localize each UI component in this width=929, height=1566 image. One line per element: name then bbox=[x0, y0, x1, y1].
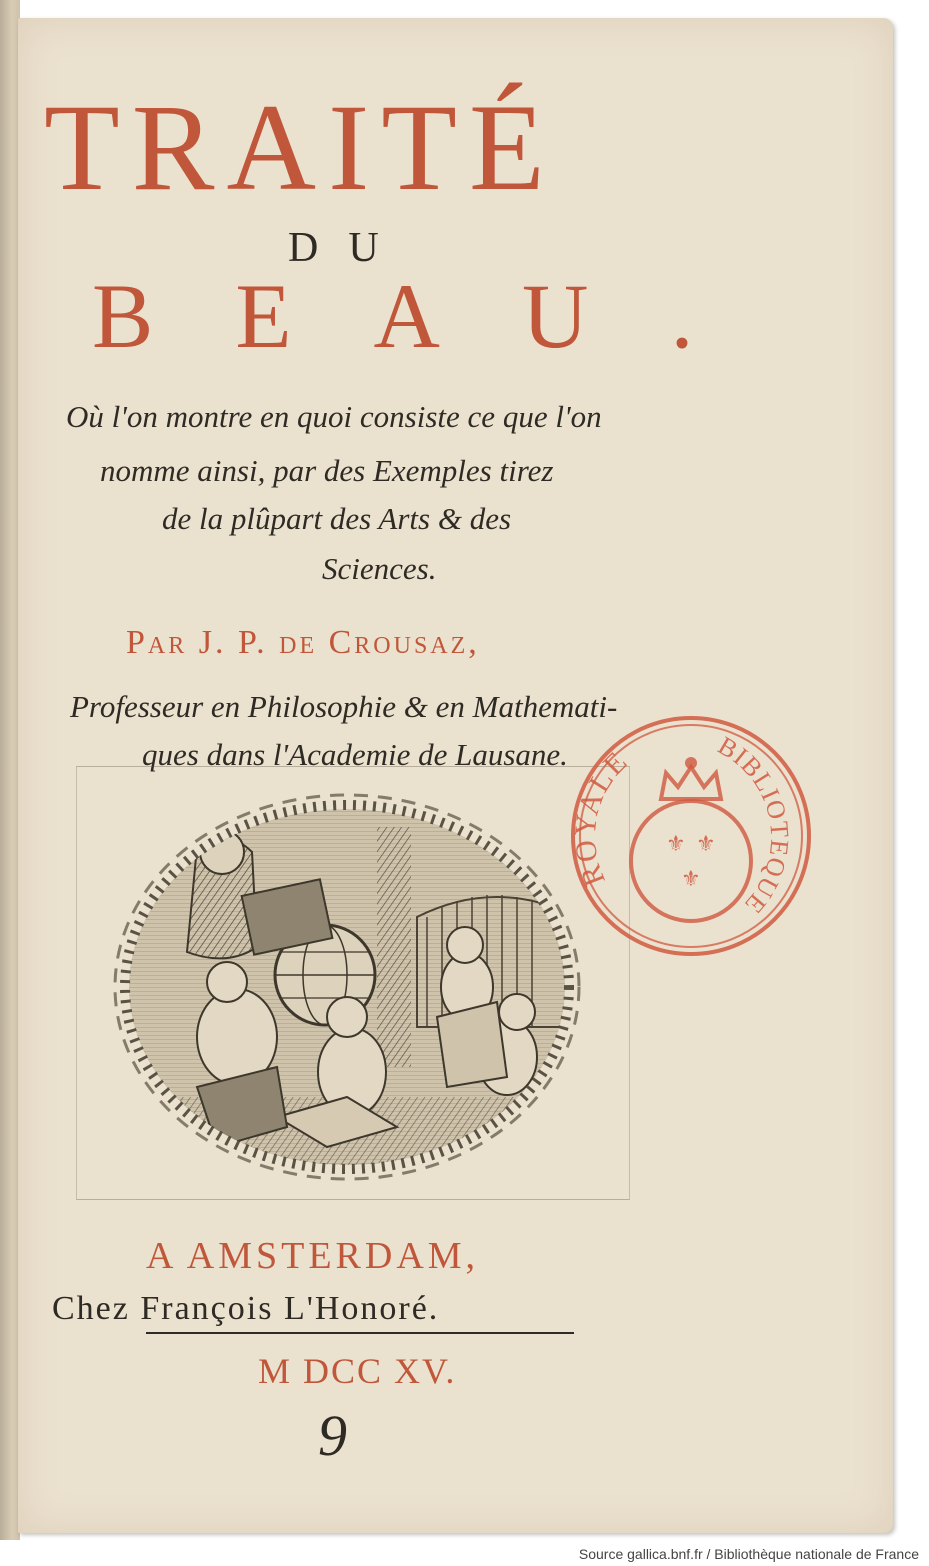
book-title-beau: BEAU. bbox=[92, 265, 776, 367]
subtitle-line-1: Où l'on montre en quoi consiste ce que l'on bbox=[66, 399, 602, 434]
author-title-line-2: ques dans l'Academie de Lausane. bbox=[142, 737, 568, 772]
imprint-year: M DCC XV. bbox=[258, 1351, 457, 1391]
author-title-line-1: Professeur en Philosophie & en Mathemati- bbox=[70, 689, 618, 724]
source-credit: Source gallica.bnf.fr / Bibliothèque nationale de France bbox=[578, 1546, 919, 1562]
subtitle-line-2: nomme ainsi, par des Exemples tirez bbox=[100, 453, 554, 488]
book-title: TRAITÉ bbox=[44, 79, 557, 216]
library-stamp bbox=[566, 711, 816, 961]
imprint-publisher: Chez François L'Honoré. bbox=[52, 1290, 440, 1327]
stamp-text-left: ROYALE bbox=[568, 744, 635, 891]
subtitle-line-4: Sciences. bbox=[322, 551, 437, 586]
book-gutter bbox=[0, 0, 20, 1540]
author-line: Par J. P. de Crousaz, bbox=[126, 624, 480, 661]
handwritten-shelfmark: 9 bbox=[318, 1403, 347, 1468]
frontispiece-engraving bbox=[76, 766, 630, 1200]
stamp-text-right: BIBLIOTEQUE bbox=[713, 730, 795, 920]
svg-text:ROYALE bbox=[568, 744, 634, 890]
subtitle-line-3: de la plûpart des Arts & des bbox=[162, 501, 512, 536]
engraving-illustration bbox=[77, 767, 629, 1199]
imprint-rule bbox=[146, 1332, 574, 1334]
imprint-city: A AMSTERDAM, bbox=[146, 1235, 480, 1277]
fleur-de-lis-icon: ⚜ ⚜ ⚜ bbox=[666, 831, 716, 891]
book-title-du: DU bbox=[288, 225, 409, 271]
title-page bbox=[18, 18, 893, 1533]
